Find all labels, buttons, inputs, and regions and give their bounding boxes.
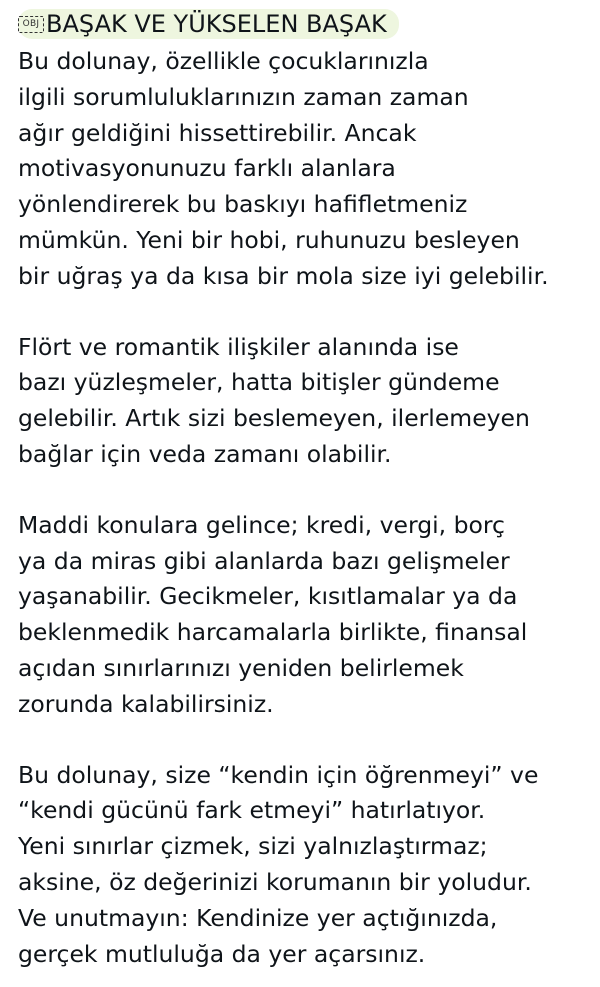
text-line: Yeni sınırlar çizmek, sizi yalnızlaştırmaz; <box>18 832 488 861</box>
text-line: Bu dolunay, özellikle çocuklarınızla <box>18 47 429 75</box>
text-line: Flört ve romantik ilişkiler alanında ise <box>18 332 459 361</box>
text-line: yaşanabilir. Gecikmeler, kısıtlamalar ya da <box>18 582 518 611</box>
text-line: yönlendirerek bu baskıyı hafifletmeniz <box>18 190 468 219</box>
paragraph-1 <box>18 44 598 295</box>
text-line: bir uğraş ya da kısa bir mola size iyi gelebilir. <box>18 261 549 290</box>
text-line: gerçek mutluluğa da yer açarsınız. <box>18 939 426 968</box>
text-line: ya da miras gibi alanlarda bazı gelişmeler <box>18 546 510 575</box>
paragraph-gap <box>18 295 598 330</box>
text-line: Maddi konulara gelince; kredi, vergi, borç <box>18 510 505 539</box>
paragraph-3 <box>18 508 598 723</box>
paragraph-2 <box>18 330 598 473</box>
paragraph-gap <box>18 723 598 758</box>
text-line: aksine, öz değerinizi korumanın bir yoludur. <box>18 867 532 896</box>
text-line: bağlar için veda zamanı olabilir. <box>18 439 392 468</box>
post-title-row <box>18 8 598 40</box>
text-line: motivasyonunuzu farklı alanlara <box>18 154 396 183</box>
title-highlight <box>18 9 399 39</box>
paragraph-4 <box>18 758 598 973</box>
text-line: Ve unutmayın: Kendinize yer açtığınızda, <box>18 903 498 932</box>
text-line: Bu dolunay, size “kendin için öğrenmeyi” ve <box>18 760 539 789</box>
text-line: mümkün. Yeni bir hobi, ruhunuzu besleyen <box>18 225 520 254</box>
text-line: açıdan sınırlarınızı yeniden belirlemek <box>18 653 464 682</box>
text-line: zorunda kalabilirsiniz. <box>18 689 274 718</box>
text-line: ağır geldiğini hissettirebilir. Ancak <box>18 118 417 147</box>
text-line: beklenmedik harcamalarla birlikte, finansal <box>18 618 528 647</box>
object-replacement-icon: OBJ <box>18 16 44 33</box>
text-line: ilgili sorumluluklarınızın zaman zaman <box>18 82 469 111</box>
post-text <box>18 8 598 972</box>
paragraph-gap <box>18 473 598 508</box>
text-line: bazı yüzleşmeler, hatta bitişler gündeme <box>18 368 500 397</box>
text-line: “kendi gücünü fark etmeyi” hatırlatıyor. <box>18 796 486 825</box>
post-title: BAŞAK VE YÜKSELEN BAŞAK <box>46 10 387 38</box>
text-line: gelebilir. Artık sizi beslemeyen, ilerlemeyen <box>18 404 530 433</box>
